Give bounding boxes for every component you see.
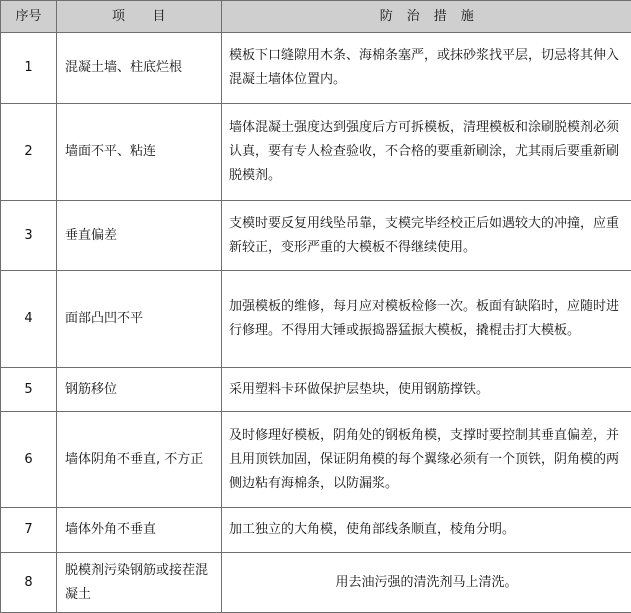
row-measure: 用去油污强的清洗剂马上清洗。 — [222, 553, 631, 613]
row-measure: 模板下口缝隙用木条、海棉条塞严，或抹砂浆找平层，切忌将其伸入混凝土墙体位置内。 — [222, 33, 631, 104]
row-item: 钢筋移位 — [57, 368, 222, 412]
row-measure: 加强模板的维修，每月应对模板检修一次。板面有缺陷时，应随时进行修理。不得用大锤或振捣器猛振大模板，撬棍击打大模板。 — [222, 271, 631, 368]
row-item: 墙体外角不垂直 — [57, 508, 222, 553]
row-num: 3 — [1, 201, 57, 271]
row-item: 脱模剂污染钢筋或接茬混凝土 — [57, 553, 222, 613]
row-num: 2 — [1, 104, 57, 201]
row-measure: 及时修理好模板，阴角处的钢板角模，支撑时要控制其垂直偏差，并且用顶铁加固，保证阴角模的每个翼缘必须有一个顶铁，阴角模的两侧边粘有海棉条，以防漏浆。 — [222, 412, 631, 508]
table-row — [1, 508, 631, 553]
row-num: 5 — [1, 368, 57, 412]
row-num: 7 — [1, 508, 57, 553]
table-row — [1, 33, 631, 104]
row-num: 6 — [1, 412, 57, 508]
row-measure: 墙体混凝土强度达到强度后方可拆模板，清理模板和涂刷脱模剂必须认真，要有专人检查验收，不合格的要重新刷涂，尤其雨后要重新刷脱模剂。 — [222, 104, 631, 201]
row-item: 混凝土墙、柱底烂根 — [57, 33, 222, 104]
table-row — [1, 271, 631, 368]
row-num: 1 — [1, 33, 57, 104]
header-item: 项 目 — [57, 1, 222, 33]
row-item: 墙体阴角不垂直, 不方正 — [57, 412, 222, 508]
table-row — [1, 104, 631, 201]
header-measure: 防 治 措 施 — [222, 1, 631, 33]
header-num: 序号 — [1, 1, 57, 33]
table-row — [1, 201, 631, 271]
row-num: 4 — [1, 271, 57, 368]
header-row — [1, 1, 631, 33]
row-num: 8 — [1, 553, 57, 613]
table-row — [1, 368, 631, 412]
table-row — [1, 412, 631, 508]
row-item: 垂直偏差 — [57, 201, 222, 271]
row-measure: 支模时要反复用线坠吊靠，支模完毕经校正后如遇较大的冲撞，应重新较正，变形严重的大模板不得继续使用。 — [222, 201, 631, 271]
row-item: 面部凸凹不平 — [57, 271, 222, 368]
row-item: 墙面不平、粘连 — [57, 104, 222, 201]
row-measure: 采用塑料卡环做保护层垫块，使用钢筋撑铁。 — [222, 368, 631, 412]
row-measure: 加工独立的大角模，使角部线条顺直，棱角分明。 — [222, 508, 631, 553]
